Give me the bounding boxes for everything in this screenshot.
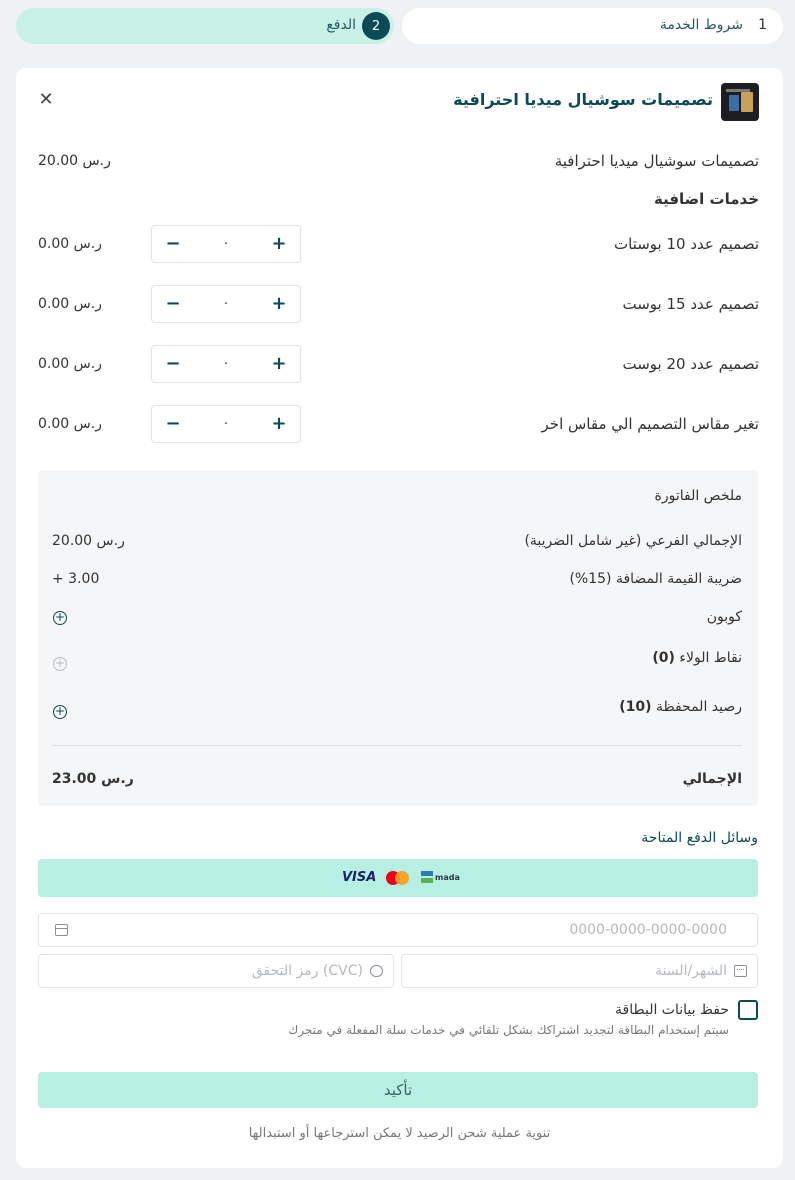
quantity-stepper: [151, 225, 301, 263]
step-terms-number: 1: [758, 17, 767, 33]
card-number-input[interactable]: [47, 920, 727, 940]
save-card-label: حفظ بيانات البطاقة: [615, 1002, 729, 1018]
increment-button[interactable]: +: [271, 353, 287, 374]
quantity-value: ٠: [222, 296, 230, 311]
add-wallet-icon[interactable]: +: [54, 704, 66, 718]
increment-button[interactable]: +: [271, 413, 287, 434]
wallet-row: [619, 699, 742, 715]
addon-label: تغير مقاس التصميم الي مقاس اخر: [541, 415, 759, 433]
mada-text: mada: [435, 873, 460, 882]
decrement-button[interactable]: −: [165, 233, 181, 254]
decrement-button[interactable]: −: [165, 353, 181, 374]
increment-button[interactable]: +: [271, 293, 287, 314]
addon-label: تصميم عدد 15 بوست: [622, 295, 759, 313]
step-terms[interactable]: [402, 8, 783, 44]
card-number-field[interactable]: [38, 913, 758, 947]
footer-note: تنوية عملية شحن الرصيد لا يمكن استرجاعها أو استبدالها: [248, 1126, 551, 1141]
product-title: تصميمات سوشيال ميديا احترافية: [453, 90, 713, 109]
summary-title: ملخص الفاتورة: [654, 488, 742, 504]
save-card-checkbox[interactable]: [738, 1000, 758, 1020]
payment-methods-title: وسائل الدفع المتاحة: [641, 830, 758, 846]
mada-logo: [421, 869, 460, 887]
subtotal-value: 20.00 ر.س: [52, 533, 125, 549]
step-payment-label: الدفع: [326, 17, 356, 33]
shield-icon: [370, 965, 383, 977]
quantity-value: ٠: [222, 236, 230, 251]
quantity-value: ٠: [222, 416, 230, 431]
confirm-button[interactable]: تأكيد: [38, 1072, 758, 1108]
quantity-stepper: [151, 285, 301, 323]
add-coupon-icon[interactable]: +: [54, 610, 66, 624]
addon-label: تصميم عدد 10 بوستات: [614, 235, 759, 253]
vat-value: + 3.00: [52, 571, 100, 587]
summary-divider: [52, 745, 742, 746]
product-line-label: تصميمات سوشيال ميديا احترافية: [554, 152, 759, 170]
loyalty-row: [652, 650, 742, 666]
close-icon[interactable]: ✕: [38, 89, 54, 110]
addon-price: 0.00 ر.س: [38, 356, 102, 372]
mastercard-logo: [386, 870, 410, 886]
coupon-label: كوبون: [706, 609, 742, 625]
expiry-field[interactable]: [401, 954, 758, 988]
product-line-price: 20.00 ر.س: [38, 153, 111, 169]
add-loyalty-icon[interactable]: +: [54, 656, 66, 670]
addon-price: 0.00 ر.س: [38, 416, 102, 432]
total-value: 23.00 ر.س: [52, 771, 134, 787]
quantity-stepper: [151, 405, 301, 443]
cvc-input[interactable]: [47, 961, 363, 981]
subtotal-label: الإجمالي الفرعي (غير شامل الضريبة): [524, 533, 742, 549]
cvc-field[interactable]: [38, 954, 394, 988]
checkout-card: [16, 68, 783, 1168]
payment-methods-bar[interactable]: [38, 859, 758, 897]
quantity-value: ٠: [222, 356, 230, 371]
product-thumbnail: [721, 83, 759, 121]
addon-price: 0.00 ر.س: [38, 236, 102, 252]
quantity-stepper: [151, 345, 301, 383]
loyalty-label: نقاط الولاء: [679, 650, 742, 666]
increment-button[interactable]: +: [271, 233, 287, 254]
addons-heading: خدمات اضافية: [654, 190, 759, 208]
step-terms-label: شروط الخدمة: [659, 17, 743, 33]
step-payment[interactable]: [16, 8, 394, 44]
credit-card-icon: [55, 924, 68, 936]
expiry-input[interactable]: [410, 961, 727, 981]
visa-logo: VISA: [342, 870, 377, 885]
save-card-hint: سيتم إستخدام البطاقة لتجديد اشتراكك بشكل تلقائي في خدمات سلة المفعلة في متجرك: [288, 1023, 729, 1037]
decrement-button[interactable]: −: [165, 413, 181, 434]
invoice-summary: [38, 470, 758, 806]
step-payment-number: 2: [362, 12, 390, 40]
loyalty-count: (0): [652, 650, 675, 666]
addon-label: تصميم عدد 20 بوست: [622, 355, 759, 373]
total-label: الإجمالي: [682, 771, 742, 787]
decrement-button[interactable]: −: [165, 293, 181, 314]
calendar-icon: [734, 965, 747, 977]
vat-label: ضريبة القيمة المضافة (15%): [569, 571, 742, 587]
addon-price: 0.00 ر.س: [38, 296, 102, 312]
wallet-count: (10): [619, 699, 652, 715]
wallet-label: رصيد المحفظة: [655, 699, 742, 715]
